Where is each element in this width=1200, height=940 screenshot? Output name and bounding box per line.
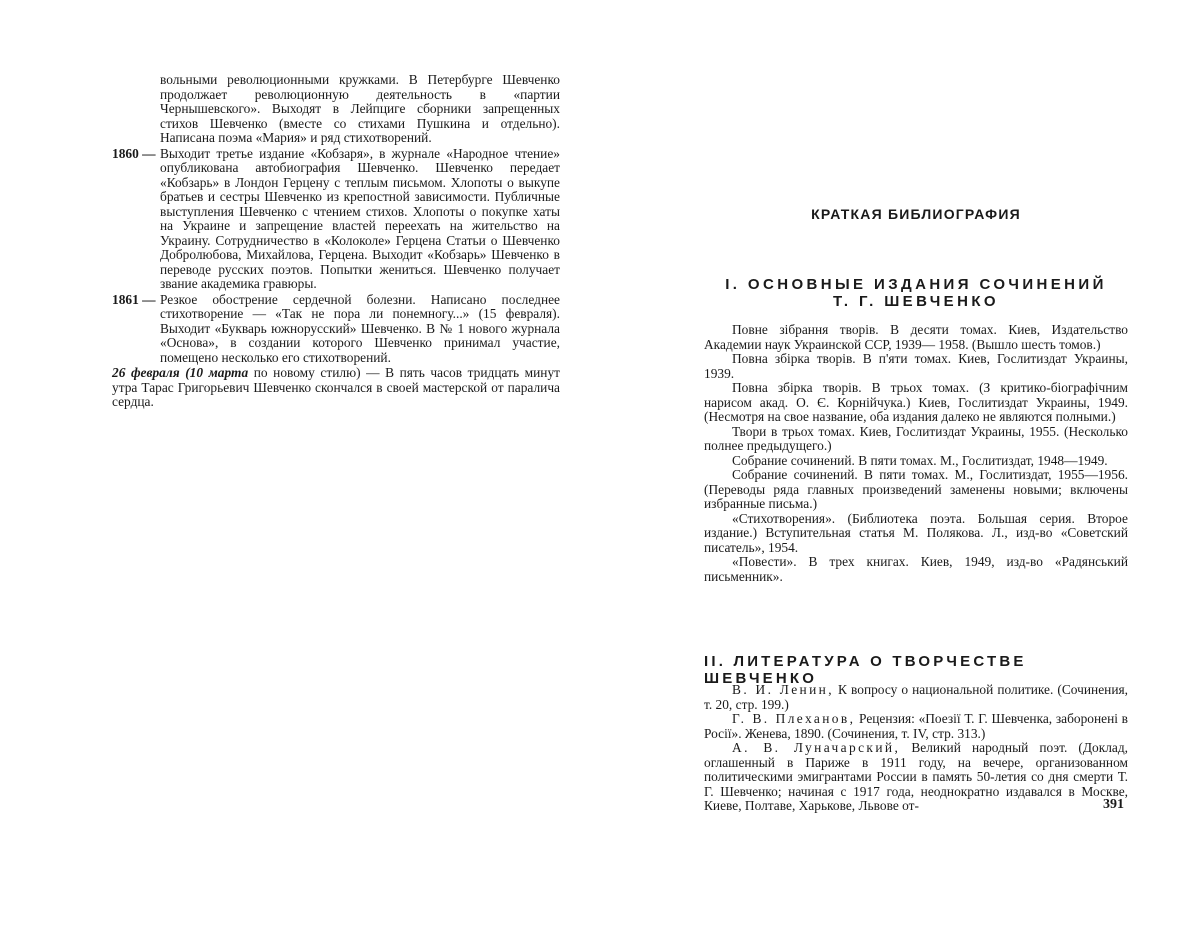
entry-text: Резкое обострение сердечной болезни. Написано последнее стихотворение — «Так не пора ли понемногу...» (15 февраля). Выходит «Букварь южнорусский» Шевченко. В № 1 нового журнала «Основа», в создании которого Шевченко принимал участие, помещено несколько его стихотворений. — [160, 291, 560, 365]
entry-year: 1861 — — [112, 291, 156, 307]
final-entry — [112, 366, 560, 410]
page-number: 391 — [1103, 797, 1124, 812]
bibliography-item: Твори в трьох томах. Киев, Гослитиздат Украины, 1955. (Несколько полнее предыдущего.) — [704, 423, 1128, 453]
section1-list — [704, 323, 1128, 584]
continuation-text: вольными революционными кружками. В Петербурге Шевченко продолжает революционную деятельность в «партии Чернышевского». Выходят в Лейпциге сборники запрещенных стихов Шевченко (вместе со стихами Пушкина и отдельно). Написана поэма «Мария» и ряд стихотворений. — [160, 72, 560, 145]
bibliography-item: Повна збірка творів. В п'яти томах. Киев, Гослитиздат Украины, 1939. — [704, 351, 1128, 381]
bibliography-item: Повне зібрання творів. В десяти томах. Киев, Издательство Академии наук Украинской ССР, 1939— 1958. (Вышло шесть томов.) — [704, 322, 1128, 352]
chronology-entry-1861 — [112, 293, 560, 366]
section1-title-line1: I. ОСНОВНЫЕ ИЗДАНИЯ СОЧИНЕНИЙ — [725, 276, 1107, 293]
bibliography-title: КРАТКАЯ БИБЛИОГРАФИЯ — [811, 206, 1021, 222]
literature-author: Г. В. Плеханов, — [732, 711, 856, 726]
literature-text: Великий народный поэт. (Доклад, оглашенный в Париже в 1911 году, на вечере, организованном политическими эмигрантами России в память 50-летия со дня смерти Т. Г. Шевченко; начиная с 1917 года, неоднократно издавался в Москве, Киеве, Полтаве, Харькове, Львове от- — [704, 740, 1128, 813]
chronology-entry-1860 — [112, 147, 560, 292]
bibliography-item: Собрание сочинений. В пяти томах. М., Гослитиздат, 1948—1949. — [732, 452, 1108, 468]
bibliography-item: Повна збірка творів. В трьох томах. (З критико-біографічним нарисом акад. О. Є. Корнійчука.) Киев, Гослитиздат Украины, 1949. (Несмотря на свое название, оба издания далеко не являются полными.) — [704, 380, 1128, 424]
literature-author: А. В. Луначарский, — [732, 740, 901, 755]
literature-item — [704, 712, 1128, 741]
final-text: по новому стилю) — В пять часов тридцать минут утра Тарас Григорьевич Шевченко скончался в своей мастерской от паралича сердца. — [112, 365, 560, 409]
entry-year: 1860 — — [112, 145, 156, 161]
section2-title: II. ЛИТЕРАТУРА О ТВОРЧЕСТВЕ ШЕВЧЕНКО — [704, 653, 1027, 687]
literature-item — [704, 741, 1128, 814]
bibliography-item: «Стихотворения». (Библиотека поэта. Большая серия. Второе издание.) Вступительная статья М. Полякова. Л., изд-во «Советский писатель», 1954. — [704, 510, 1128, 555]
bibliography-item: Собрание сочинений. В пяти томах. М., Гослитиздат, 1955—1956. (Переводы ряда главных произведений заменены новыми; включены избранные письма.) — [704, 467, 1128, 511]
section1-title-line2: Т. Г. ШЕВЧЕНКО — [833, 293, 999, 310]
literature-author: В. И. Ленин, — [732, 682, 834, 697]
entry-text: Выходит третье издание «Кобзаря», в журнале «Народное чтение» опубликована автобиография Шевченко. Шевченко передает «Кобзарь» в Лондон Герцену с теплым письмом. Хлопоты о выкупе братьев и сестры Шевченко из крепостной зависимости. Публичные выступления Шевченко с чтением стихов. Хлопоты о покупке хаты на Украине и запрещение властей переехать на жительство на Украину. Сотрудничество в «Колоколе» Герцена Статьи о Шевченко Добролюбова, Михайлова, Герцена. Выходит «Кобзарь» Шевченко в переводе русских поэтов. Попытки жениться. Шевченко получает звание академика гравюры. — [160, 145, 560, 291]
section2-list — [704, 683, 1128, 814]
literature-text: Рецензия: «Поезії Т. Г. Шевченка, заборонені в Росії». Женева, 1890. (Сочинения, т. IV, стр. 313.) — [704, 711, 1128, 741]
section1-title — [704, 276, 1128, 310]
final-date: 26 февраля (10 марта — [112, 365, 249, 380]
left-page — [112, 0, 560, 940]
right-page — [704, 0, 1128, 940]
literature-item — [704, 683, 1128, 712]
bibliography-item: «Повести». В трех книгах. Киев, 1949, изд-во «Радянський письменник». — [704, 554, 1128, 584]
literature-text: К вопросу о национальной политике. (Сочинения, т. 20, стр. 199.) — [704, 682, 1128, 712]
continuation-block — [112, 0, 560, 146]
chronology-entries — [112, 147, 560, 410]
